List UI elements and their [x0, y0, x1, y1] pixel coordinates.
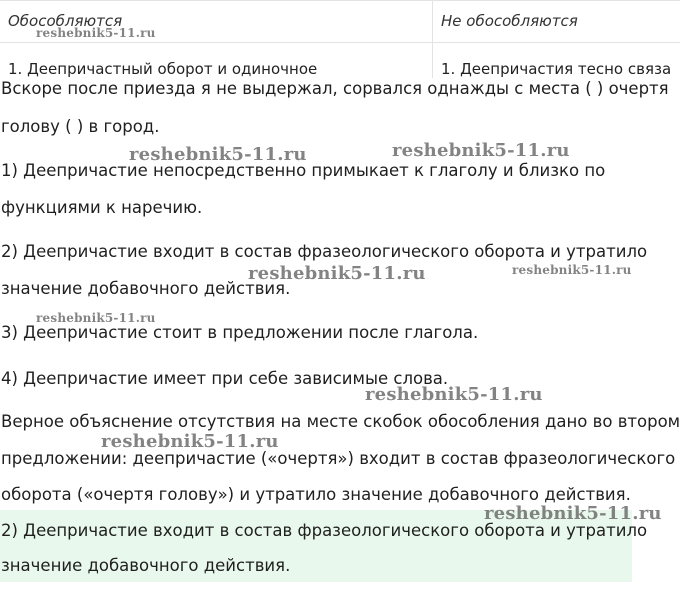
- task-sentence-line-2: голову ( ) в город.: [1, 117, 160, 136]
- answer-line-1: 2) Деепричастие входит в состав фразеологического оборота и утратило: [1, 521, 648, 540]
- option-1-line-2: функциями к наречию.: [1, 198, 203, 217]
- explanation-line-1: Верное объяснение отсутствия на месте скобок обособления дано во втором: [1, 412, 680, 431]
- watermark: reshebnik5-11.ru: [248, 263, 426, 284]
- task-sentence-line-1: Вскоре после приезда я не выдержал, сорвался однажды с места ( ) очертя: [1, 79, 669, 98]
- option-2-line-2: значение добавочного действия.: [1, 279, 291, 298]
- watermark: reshebnik5-11.ru: [101, 431, 279, 452]
- watermark: reshebnik5-11.ru: [484, 503, 662, 524]
- option-3: 3) Деепричастие стоит в предложении после глагола.: [1, 323, 479, 342]
- option-4: 4) Деепричастие имеет при себе зависимые слова.: [1, 369, 449, 388]
- table-cell-right: 1. Деепричастия тесно связа: [441, 60, 672, 78]
- table-cell-left: 1. Деепричастный оборот и одиночное: [0, 42, 433, 78]
- table-header-left: Обособляются: [0, 0, 433, 42]
- answer-line-2: значение добавочного действия.: [1, 556, 291, 575]
- table-header-right: Не обособляются: [441, 12, 578, 30]
- option-1-line-1: 1) Деепричастие непосредственно примыкает к глаголу и близко по: [1, 161, 606, 180]
- explanation-line-3: оборота («очертя голову») и утратило значение добавочного действия.: [1, 485, 631, 504]
- watermark: reshebnik5-11.ru: [36, 311, 156, 325]
- watermark: reshebnik5-11.ru: [129, 144, 307, 165]
- explanation-line-2: предложении: деепричастие («очертя») входит в состав фразеологического: [1, 449, 676, 468]
- option-2-line-1: 2) Деепричастие входит в состав фразеологического оборота и утратило: [1, 242, 648, 261]
- watermark: reshebnik5-11.ru: [36, 26, 156, 40]
- watermark: reshebnik5-11.ru: [512, 263, 632, 277]
- watermark: reshebnik5-11.ru: [365, 384, 543, 405]
- watermark: reshebnik5-11.ru: [392, 140, 570, 161]
